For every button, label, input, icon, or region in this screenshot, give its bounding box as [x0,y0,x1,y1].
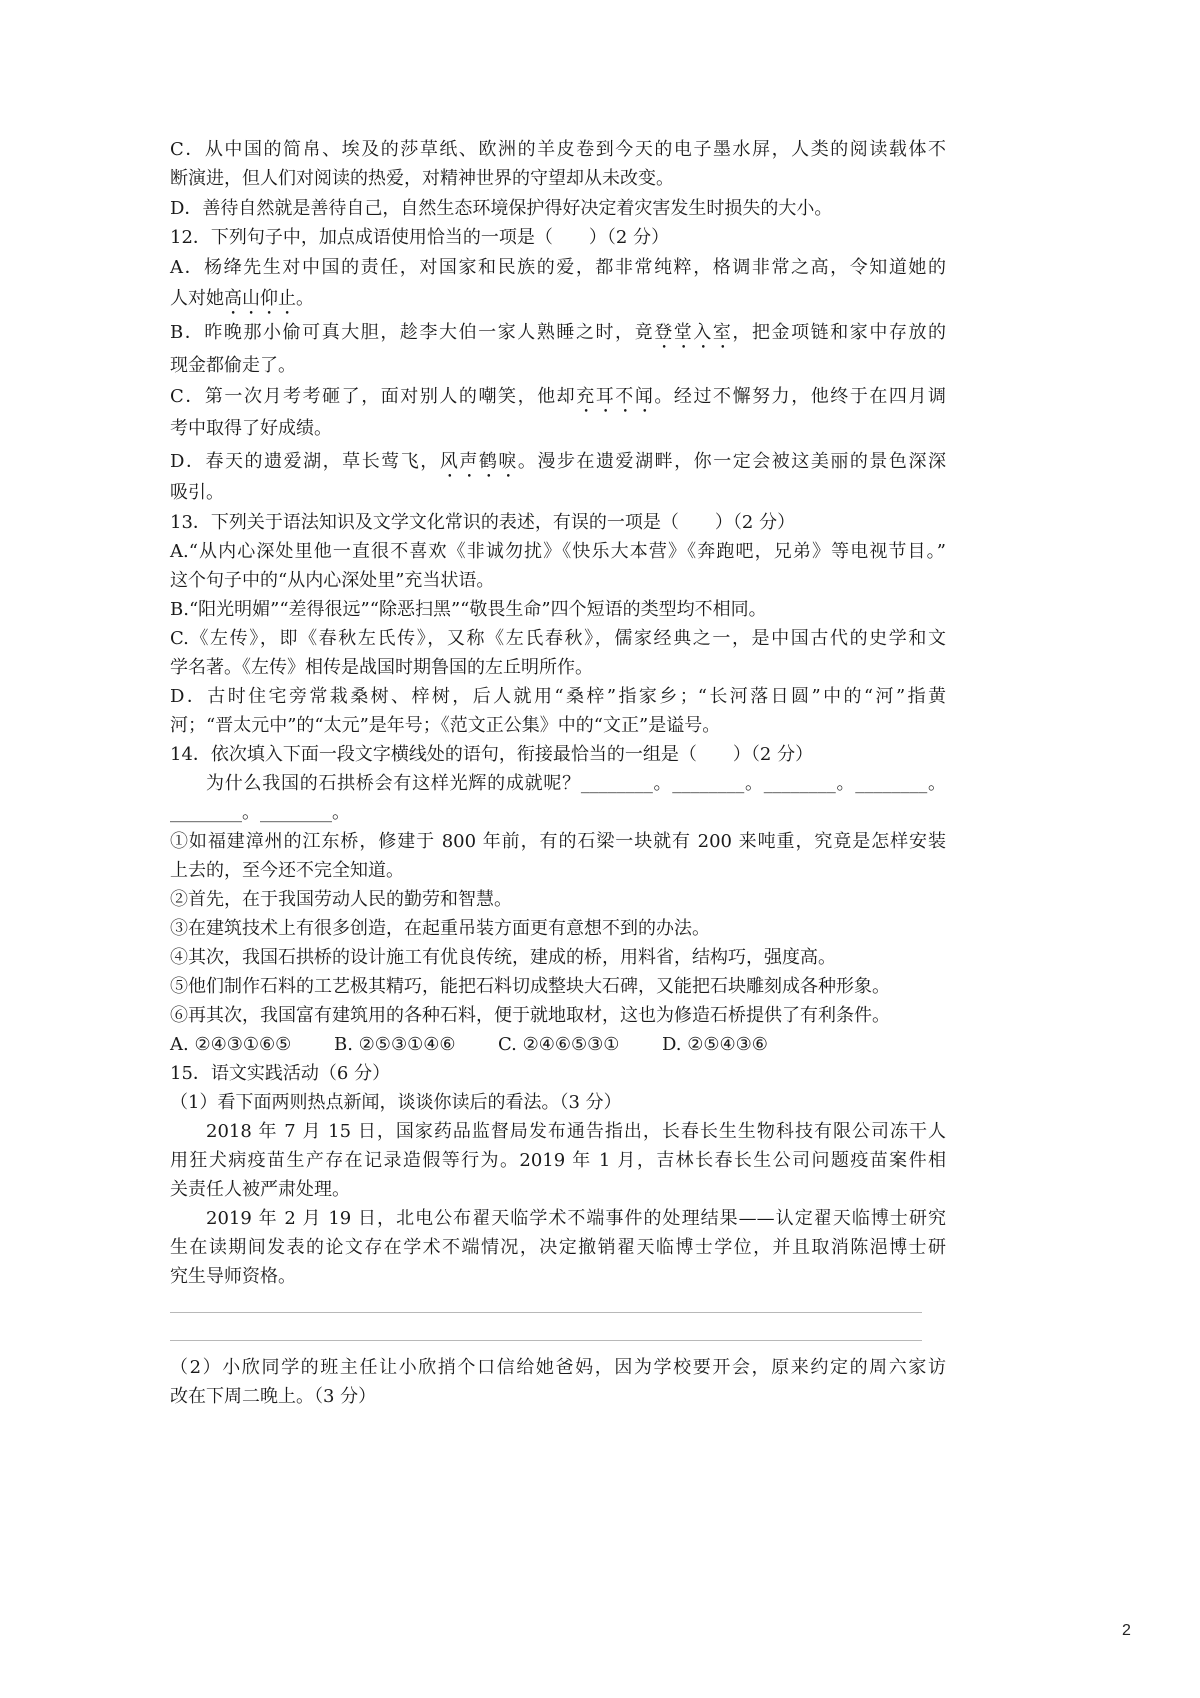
q15-news2-line2: 生在读期间发表的论文存在学术不端情况，决定撤销翟天临博士学位，并且取消陈浥博士研 [170,1236,946,1258]
q11-option-c-line2: 断演进，但人们对阅读的热爱，对精神世界的守望却从未改变。 [170,168,674,190]
exam-page-body [170,135,946,1411]
q12-option-d-idiom: 风声鹤唳 [439,450,518,472]
q12-option-a-text-post: 。 [296,287,314,309]
q15-news2-line3: 究生导师资格。 [170,1265,296,1287]
q12-option-a-text-pre: 人对她 [170,287,224,309]
q15-part2-prompt-line2: 改在下周二晚上。（3 分） [170,1385,377,1407]
q14-sentence-1-line2: 上去的，至今还不完全知道。 [170,859,404,881]
q12-option-d-text-post: 。漫步在遗爱湖畔，你一定会被这美丽的景色深深 [517,450,946,472]
q11-option-c-line1: C．从中国的简帛、埃及的莎草纸、欧洲的羊皮卷到今天的电子墨水屏，人类的阅读载体不 [170,139,946,160]
q14-stem: 14．依次填入下面一段文字横线处的语句，衔接最恰当的一组是（ ）（2 分） [170,743,814,765]
q14-sentence-1-line1: ①如福建漳州的江东桥，修建于 800 年前，有的石梁一块就有 200 来吨重，究竟是怎样安装 [170,830,946,852]
answer-line [170,1340,922,1341]
q12-option-c-text-post: 。经过不懈努力，他终于在四月调 [654,385,947,407]
q15-news1-line3: 关责任人被严肃处理。 [170,1178,350,1200]
q12-stem: 12．下列句子中，加点成语使用恰当的一项是（ ）（2 分） [170,227,670,249]
q13-option-d-line1: D．古时住宅旁常栽桑树、梓树，后人就用“桑梓”指家乡；“长河落日圆”中的“河”指黄 [170,685,946,707]
q14-sentence-3: ③在建筑技术上有很多创造，在起重吊装方面更有意想不到的办法。 [170,917,710,939]
q13-option-c-line1: C.《左传》，即《春秋左氏传》，又称《左氏春秋》，儒家经典之一，是中国古代的史学和文 [170,627,946,649]
q13-stem: 13．下列关于语法知识及文学文化常识的表述，有误的一项是（ ）（2 分） [170,511,796,533]
q12-option-a-line1: A．杨绛先生对中国的责任，对国家和民族的爱，都非常纯粹，格调非常之高，令知道她的 [170,256,946,278]
q14-sentence-2: ②首先，在于我国劳动人民的勤劳和智慧。 [170,888,512,910]
q12-option-b-text-pre: B．昨晚那小偷可真大胆，趁李大伯一家人熟睡之时，竟 [170,321,655,343]
q15-news1-line2: 用狂犬病疫苗生产存在记录造假等行为。2019 年 1 月，吉林长春长生公司问题疫苗案件相 [170,1149,946,1171]
q13-option-c-line2: 学名著。《左传》相传是战国时期鲁国的左丘明所作。 [170,656,593,678]
q15-stem: 15．语文实践活动（6 分） [170,1062,391,1084]
q14-choice-d: D. ②⑤④③⑥ [662,1033,768,1055]
q14-sentence-4: ④其次，我国石拱桥的设计施工有优良传统，建成的桥，用料省，结构巧，强度高。 [170,946,836,968]
q14-choices [170,1030,946,1059]
q14-sentence-5: ⑤他们制作石料的工艺极其精巧，能把石料切成整块大石碑，又能把石块雕刻成各种形象。 [170,975,890,997]
q12-option-c-line2: 考中取得了好成绩。 [170,417,332,439]
q12-option-b-text-post: ，把金项链和家中存放的 [732,321,947,343]
q14-sentence-6: ⑥再其次，我国富有建筑用的各种石料，便于就地取材，这也为修造石桥提供了有利条件。 [170,1004,890,1026]
q12-option-d-line2: 吸引。 [170,481,224,503]
q14-choice-a: A. ②④③①⑥⑤ [170,1033,292,1055]
q13-option-d-line2: 河；“晋太元中”的“太元”是年号；《范文正公集》中的“文正”是谥号。 [170,714,721,736]
page-number: 2 [1122,1622,1131,1639]
q15-news2-line1: 2019 年 2 月 19 日，北电公布翟天临学术不端事件的处理结果——认定翟天临博士研究 [206,1207,946,1229]
q12-option-d-text-pre: D．春天的遗爱湖，草长莺飞， [170,450,440,472]
q13-option-a-line1: A.“从内心深处里他一直很不喜欢《非诚勿扰》《快乐大本营》《奔跑吧，兄弟》等电视节目。” [170,540,946,562]
q12-option-a-idiom: 高山仰止 [224,287,296,309]
q12-option-c-text-pre: C．第一次月考考砸了，面对别人的嘲笑，他却 [170,385,577,407]
q15-news1-line1: 2018 年 7 月 15 日，国家药品监督局发布通告指出，长春长生生物科技有限公司冻干人 [206,1120,946,1142]
q12-option-c-idiom: 充耳不闻 [576,385,655,407]
q12-option-d-line1 [170,445,946,478]
q12-option-b-line2: 现金都偷走了。 [170,354,296,376]
q11-option-d: D．善待自然就是善待自己，自然生态环境保护得好决定着灾害发生时损失的大小。 [170,197,833,219]
q15-part1-prompt: （1）看下面两则热点新闻，谈谈你读后的看法。（3 分） [170,1091,622,1113]
q14-passage-line2: ________。________。 [170,801,350,823]
q14-passage-line1: 为什么我国的石拱桥会有这样光辉的成就呢？________。________。________。________。 [206,772,946,794]
q12-option-a-line2 [170,282,946,315]
answer-line [170,1312,922,1313]
q14-choice-b: B. ②⑤③①④⑥ [334,1033,456,1055]
q15-part2-prompt-line1: （2）小欣同学的班主任让小欣捎个口信给她爸妈，因为学校要开会，原来约定的周六家访 [170,1356,946,1378]
q12-option-b-idiom: 登堂入室 [654,321,733,343]
q13-option-a-line2: 这个句子中的“从内心深处里”充当状语。 [170,569,495,591]
q13-option-b: B.“阳光明媚”“差得很远”“除恶扫黑”“敬畏生命”四个短语的类型均不相同。 [170,598,767,620]
q14-choice-c: C. ②④⑥⑤③① [498,1033,620,1055]
q12-option-b-line1 [170,315,946,350]
q12-option-c-line1 [170,382,946,412]
